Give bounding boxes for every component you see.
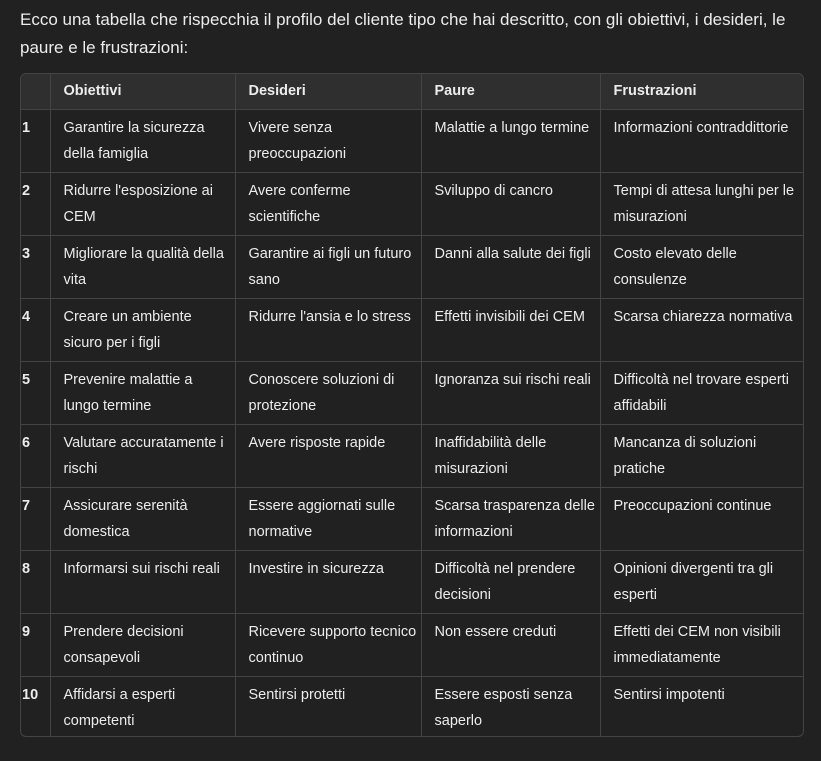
cell-desiderio: Ridurre l'ansia e lo stress [235, 298, 421, 361]
row-number: 5 [21, 361, 50, 424]
header-obiettivi: Obiettivi [50, 74, 235, 109]
cell-frustrazione: Preoccupazioni continue [600, 487, 803, 550]
cell-frustrazione: Opinioni divergenti tra gli esperti [600, 550, 803, 613]
intro-paragraph: Ecco una tabella che rispecchia il profilo del cliente tipo che hai descritto, con gli obiettivi, i desideri, le paure e le frustrazioni: [20, 10, 786, 57]
cell-frustrazione: Mancanza di soluzioni pratiche [600, 424, 803, 487]
cell-frustrazione: Difficoltà nel trovare esperti affidabili [600, 361, 803, 424]
row-number: 3 [21, 235, 50, 298]
row-number: 10 [21, 676, 50, 737]
cell-obiettivo: Prendere decisioni consapevoli [50, 613, 235, 676]
cell-paura: Effetti invisibili dei CEM [421, 298, 600, 361]
cell-obiettivo: Valutare accuratamente i rischi [50, 424, 235, 487]
customer-profile-table [21, 74, 803, 737]
cell-paura: Danni alla salute dei figli [421, 235, 600, 298]
header-index [21, 74, 50, 109]
cell-desiderio: Avere risposte rapide [235, 424, 421, 487]
cell-frustrazione: Costo elevato delle consulenze [600, 235, 803, 298]
cell-obiettivo: Affidarsi a esperti competenti [50, 676, 235, 737]
table-row [21, 235, 803, 298]
cell-frustrazione: Effetti dei CEM non visibili immediatamente [600, 613, 803, 676]
cell-paura: Difficoltà nel prendere decisioni [421, 550, 600, 613]
table-row [21, 424, 803, 487]
row-number: 8 [21, 550, 50, 613]
cell-frustrazione: Scarsa chiarezza normativa [600, 298, 803, 361]
table-header-row [21, 74, 803, 109]
cell-paura: Malattie a lungo termine [421, 109, 600, 172]
cell-paura: Ignoranza sui rischi reali [421, 361, 600, 424]
customer-profile-table-container [20, 73, 804, 737]
cell-desiderio: Vivere senza preoccupazioni [235, 109, 421, 172]
table-row [21, 109, 803, 172]
table-row [21, 298, 803, 361]
row-number: 9 [21, 613, 50, 676]
cell-desiderio: Ricevere supporto tecnico continuo [235, 613, 421, 676]
cell-frustrazione: Tempi di attesa lunghi per le misurazioni [600, 172, 803, 235]
cell-obiettivo: Ridurre l'esposizione ai CEM [50, 172, 235, 235]
header-desideri: Desideri [235, 74, 421, 109]
cell-desiderio: Investire in sicurezza [235, 550, 421, 613]
row-number: 1 [21, 109, 50, 172]
table-row [21, 361, 803, 424]
cell-frustrazione: Sentirsi impotenti [613, 686, 725, 703]
cell-paura: Inaffidabilità delle misurazioni [421, 424, 600, 487]
table-row [21, 487, 803, 550]
table-row [21, 550, 803, 613]
table-row [21, 676, 803, 737]
cell-desiderio: Essere aggiornati sulle normative [235, 487, 421, 550]
cell-desiderio: Sentirsi protetti [235, 676, 421, 737]
cell-desiderio: Avere conferme scientifiche [235, 172, 421, 235]
cell-paura: Non essere creduti [421, 613, 600, 676]
cell-obiettivo: Migliorare la qualità della vita [50, 235, 235, 298]
cell-obiettivo: Informarsi sui rischi reali [50, 550, 235, 613]
cell-paura: Sviluppo di cancro [421, 172, 600, 235]
row-number: 7 [21, 487, 50, 550]
row-number: 4 [21, 298, 50, 361]
cell-obiettivo: Garantire la sicurezza della famiglia [50, 109, 235, 172]
cell-obiettivo: Assicurare serenità domestica [50, 487, 235, 550]
cell-paura: Essere esposti senza saperlo [421, 676, 600, 737]
cell-desiderio: Conoscere soluzioni di protezione [235, 361, 421, 424]
cell-obiettivo: Creare un ambiente sicuro per i figli [50, 298, 235, 361]
cell-obiettivo: Prevenire malattie a lungo termine [50, 361, 235, 424]
table-row [21, 613, 803, 676]
row-number: 2 [21, 172, 50, 235]
header-frustrazioni: Frustrazioni [600, 74, 803, 109]
cell-frustrazione: Informazioni contraddittorie [600, 109, 803, 172]
table-row [21, 172, 803, 235]
row-number: 6 [21, 424, 50, 487]
cell-paura: Scarsa trasparenza delle informazioni [421, 487, 600, 550]
cell-desiderio: Garantire ai figli un futuro sano [235, 235, 421, 298]
header-paure: Paure [421, 74, 600, 109]
